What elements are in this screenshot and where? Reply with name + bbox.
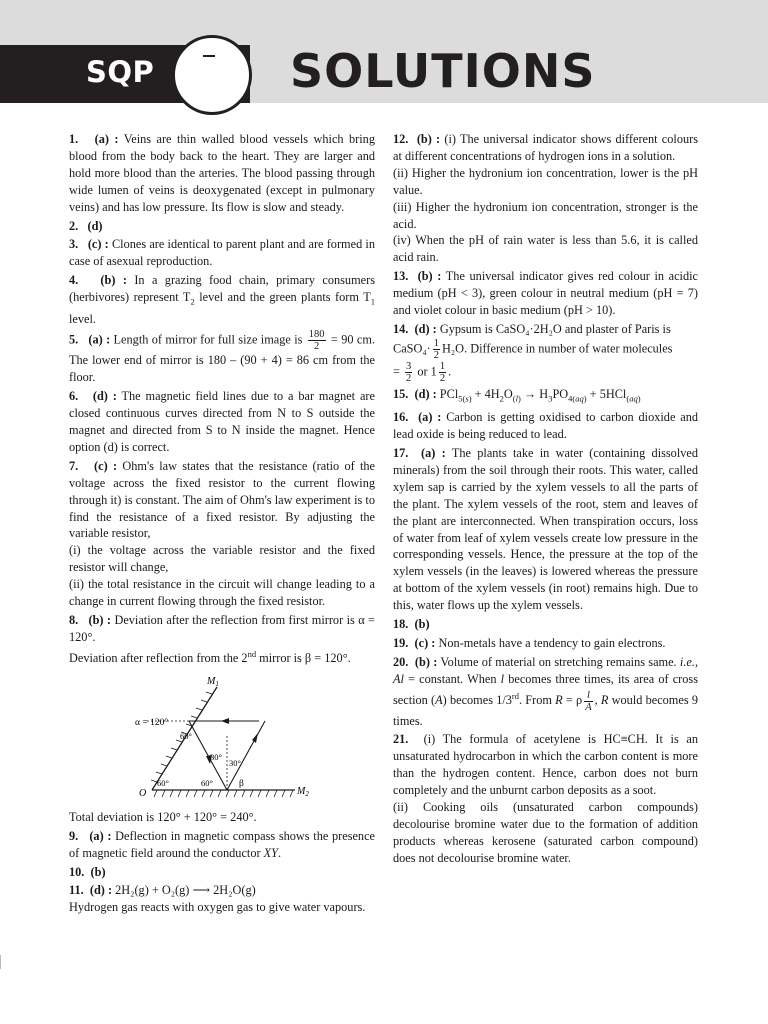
reflected-ray-2 <box>227 721 265 790</box>
sqp-badge: SQP <box>86 55 155 89</box>
answer-16: 16. (a) : Carbon is getting oxidised to carbon dioxide and lead oxide is being reduced to lead. <box>393 410 699 442</box>
answer-3: 3. (c) : Clones are identical to parent plant and are formed in case of asexual reproduction. <box>69 237 375 269</box>
label-m2: $M_2$ <box>297 785 309 798</box>
arrow-up-icon <box>252 733 258 743</box>
answer-2: 2. (d) <box>69 218 103 233</box>
answer-11: 11. (d) : 2H₂(g) + O₂(g) ⟶ 2H₂O(g) Hydrogen gas reacts with oxygen gas to give water vapours. <box>69 883 366 915</box>
label-angle-30b: 30° <box>229 757 241 768</box>
answer-6: 6. (d) : The magnetic field lines due to a bar magnet are closed continuous curves directed from N to S outside the magnet and directed from S to N inside the magnet. Hence option (d) is correct. <box>69 389 375 454</box>
answer-1: 1. (a) : Veins are thin walled blood vessels which bring blood from the body back to the heart. They are larger and hold more blood than the arteries. The blood passing through wide lumen of veins is deoxygenated (except in pulmonary veins) and has low pressure. Its flow is slow and steady. <box>69 132 375 214</box>
mirror-reflection-diagram <box>69 673 375 803</box>
fraction-1-2b: $\frac{1}{2}$ <box>439 360 446 384</box>
left-column <box>69 131 375 918</box>
label-angle-60c: 60° <box>201 777 213 788</box>
circle-dash-icon <box>203 55 215 57</box>
label-beta: β <box>239 778 244 789</box>
right-column <box>393 131 698 869</box>
fraction-1-2: $\frac{1}{2}$ <box>433 337 440 361</box>
answer-19: 19. (c) : Non-metals have a tendency to gain electrons. <box>393 636 666 651</box>
answer-5: 5. (a) : Length of mirror for full size image is $\frac{180}{2}$ = 90 cm. The lower end of mirror is 180 – (90 + 4) = 86 cm from the floor. <box>69 329 375 385</box>
answer-8: 8. (b) : Deviation after the reflection from first mirror is α = 120°. Deviation after reflection from the 2nd mirror is β = 120°. <box>69 613 375 665</box>
fraction-180-2: $\frac{180}{2}$ <box>308 329 325 353</box>
answer-15: 15. (d) : $PCl_{5(s)} + 4H_2O_{(l)} \to H_3PO_{4(aq)} + 5HCl_{(aq)}$ <box>393 386 641 404</box>
answer-9: 9. (a) : Deflection in magnetic compass shows the presence of magnetic field around the conductor XY. <box>69 828 375 860</box>
label-alpha: α = 120° <box>135 717 169 728</box>
fraction-3-2: $\frac{3}{2}$ <box>406 360 412 384</box>
answer-12: 12. (b) : (i) The universal indicator shows different colours at different concentrations of hydrogen ions in a solution. (ii) Higher the hydronium ion concentration, lower is the pH value. (iii) Higher the hydronium ion concentration, stronger is the acid. (iv) When the pH of rain water is less than 5.6, it is called acid rain. <box>393 132 698 265</box>
answer-8-total: Total deviation is 120° + 120° = 240°. <box>69 809 257 824</box>
page-edge-mark <box>0 955 1 969</box>
arrow-left-icon <box>221 718 229 724</box>
header-circle-icon <box>172 35 252 115</box>
answer-21: 21. (i) The formula of acetylene is HC≡CH. It is an unsaturated hydrocarbon in which the carbon content is more than the hydrogen content. Hence, carbon does not burn completely and the unburnt carbon deposits as a soot. (ii) Cooking oils (unsaturated carbon compounds) decolourise bromine water due to the formation of addition products whereas kerosene (saturated carbon compound) does not decolourise bromine water. <box>393 732 698 865</box>
mirror-m2-hatch <box>154 790 293 797</box>
label-m1: $M_1$ <box>207 675 219 688</box>
label-angle-60a: 60° <box>180 730 192 741</box>
label-angle-30a: 30° <box>210 751 222 762</box>
page-title: SOLUTIONS <box>290 44 596 98</box>
answer-17: 17. (a) : The plants take in water (containing dissolved minerals) from the soil through their roots. This water, called xylem sap is carried by the xylem vessels to all the parts of the plant. The xylem vessels of the root, stem and leaves of the plant are interconnected. When transpiration occurs, loss of water from leaf of xylem vessels create low pressure in the corresponding vessels. Hence, the pressure at the top of the xylem vessels (in the leaves) is lowered whereas the pressure at bottom of the xylem vessels (in root) remains high. Due to this, water flows up the xylem vessels. <box>393 446 698 613</box>
answer-4: 4. (b) : In a grazing food chain, primary consumers (herbivores) represent $T_2$ level and the green plants form $T_1$ level. <box>69 273 375 326</box>
label-angle-60b: 60° <box>157 777 169 788</box>
top-band <box>0 0 768 45</box>
answer-10: 10. (b) <box>69 864 106 879</box>
label-o: O <box>139 787 147 799</box>
answer-7: 7. (c) : Ohm's law states that the resistance (ratio of the voltage across the fixed resistor to the current flowing through it) is constant. The aim of Ohm's law experiment is to find the resistance of a fixed resistor. By adjusting the variable resistor, (i) the voltage across the variable resistor and the fixed resistor will change, (ii) the total resistance in the circuit will change leading to a change in current flowing through the fixed resistor. <box>69 458 375 609</box>
fraction-l-A: $\frac{l}{A}$ <box>585 689 592 713</box>
answer-13: 13. (b) : The universal indicator gives red colour in acidic medium (pH < 3), green colour in neutral medium (pH = 7) and violet colour in basic medium (pH > 10). <box>393 269 698 318</box>
answer-14: 14. (d) : Gypsum is CaSO₄·2H₂O and plaster of Paris is CaSO₄· $\frac{1}{2}$ H₂O. Difference in number of water molecules = $\frac{3}{2}$ or 1 $\frac{1}{2}$ . <box>393 321 673 384</box>
answer-18: 18. (b) <box>393 617 430 632</box>
answer-20: 20. (b) : Volume of material on stretching remains same. i.e., Al = constant. When l becomes three times, its area of cross section (A) becomes 1/3rd. From R = ρ $\frac{l}{A}$ , R would becomes 9 times. <box>393 654 699 728</box>
